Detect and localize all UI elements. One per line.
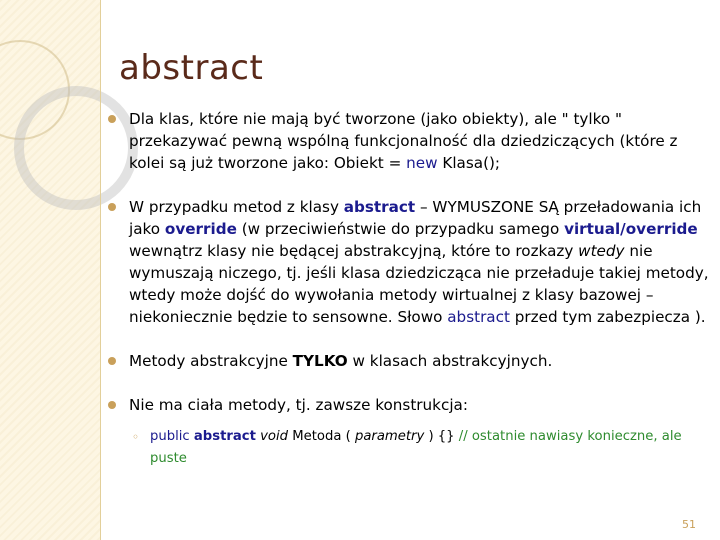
bullet-item-2: W przypadku metod z klasy abstract – WYMUSZONE SĄ przeładowania ich jako override (w przeciwieństwie do przypadku samego virtual/override wewnątrz klasy nie będącej abstrakcyjną, które to rozkazy wtedy nie wymuszają niczego, tj. jeśli klasa dziedzicząca nie przeładuje takiej metody, wtedy może dojść do wywołania metody wirtualnej z klasy bazowej – niekoniecznie będzie to sensowne. Słowo abstract przed tym zabezpiecza ). (108, 196, 712, 328)
bullet-dot-icon (108, 401, 116, 409)
page-number: 51 (682, 518, 696, 531)
keyword-abstract: abstract (343, 198, 416, 216)
bullet-item-3: Metody abstrakcyjne TYLKO w klasach abstrakcyjnych. (108, 350, 712, 372)
code-abstract: abstract (193, 429, 256, 444)
bullet-dot-icon (108, 357, 116, 365)
bullet-item-4: Nie ma ciała metody, tj. zawsze konstrukcja: (108, 394, 712, 416)
sub-bullet-icon: ◦ (132, 430, 140, 444)
slide-content (108, 108, 712, 470)
code-params: parametry (354, 429, 425, 444)
bullet-item-1: Dla klas, które nie mają być tworzone (jako obiekty), ale " tylko " przekazywać pewną wspólną funkcjonalność dla dziedziczących (które z kolei są już tworzone jako: Obiekt = new Klasa(); (108, 108, 712, 174)
bullet-dot-icon (108, 115, 116, 123)
keyword-override: override (164, 220, 237, 238)
code-comment: // ostatnie nawiasy konieczne, ale puste (150, 429, 682, 466)
left-divider-line (100, 0, 101, 540)
bullet-dot-icon (108, 203, 116, 211)
keyword-new: new (406, 154, 438, 172)
keyword-abstract-2: abstract (447, 308, 510, 326)
code-public: public (150, 429, 190, 444)
code-example-line (108, 426, 712, 470)
slide-title: abstract (119, 48, 264, 88)
code-void: void (260, 429, 289, 444)
code-method: Metoda ( (288, 429, 355, 444)
emphasis-wtedy: wtedy (578, 242, 625, 260)
emphasis-tylko: TYLKO (292, 352, 348, 370)
code-rest: ) {} (424, 429, 459, 444)
keyword-virtual-override: virtual/override (564, 220, 698, 238)
